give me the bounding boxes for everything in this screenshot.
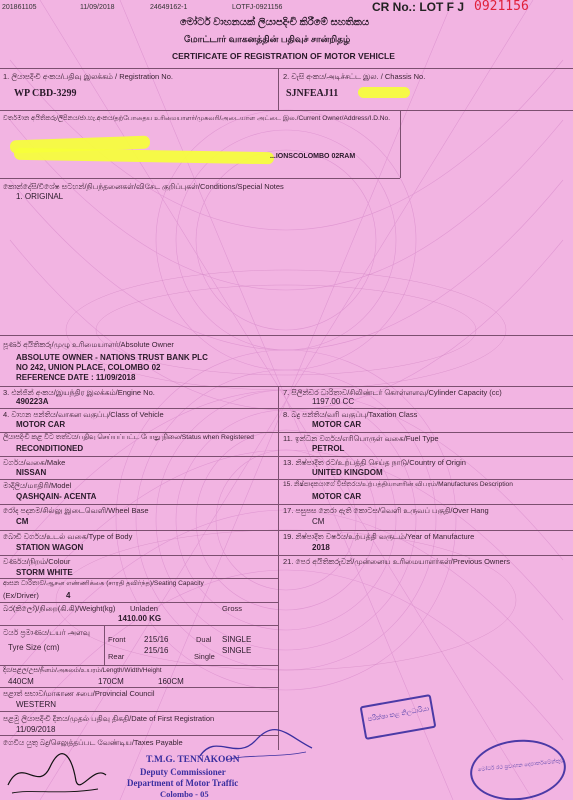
tyre-label: Tyre Size (cm) xyxy=(8,643,60,652)
width-value: 170CM xyxy=(98,677,124,686)
department-seal-text: මෝටර් රථ ප්‍රවාහන දෙපාර්තමේන්තුව xyxy=(477,758,565,774)
height-value: 160CM xyxy=(158,677,184,686)
unladen-label: Unladen xyxy=(130,604,158,613)
rule xyxy=(104,625,105,665)
conditions-value: 1. ORIGINAL xyxy=(16,192,64,201)
tyre-label-top: ටයර් ප්‍රමාණය/டயர் அளவு xyxy=(3,628,90,637)
rule xyxy=(0,625,278,626)
rule xyxy=(278,555,279,750)
origin-label: 13. නිෂ්පාදිත රට/உற்பத்தி செய்த நாடு/Country of Origin xyxy=(283,458,466,467)
cr-number: 0921156 xyxy=(474,0,529,14)
cr-number-label: CR No.: LOT F J xyxy=(372,0,464,14)
class-label: 4. වාහන පන්තිය/வாகன வகுப்பு/Class of Vehicle xyxy=(3,410,164,419)
registration-label: 1. ලියාපදිංචි අංකය/பதிவு இலக்கம் / Registration No. xyxy=(3,72,173,81)
rear-tyre-value: 215/16 xyxy=(144,646,169,655)
taxation-value: MOTOR CAR xyxy=(312,420,362,429)
province-label: පළාත් සභාව/மாகாண சபை/Provincial Council xyxy=(3,689,155,698)
length-value: 440CM xyxy=(8,677,34,686)
rule xyxy=(0,578,278,579)
rule xyxy=(0,386,573,387)
header-ref-number: 24649162-1 xyxy=(150,4,188,11)
rule xyxy=(0,665,278,666)
current-owner-label: වර්තමාන අයිතිකරු/ලිපිනය/ජා.හැ.අංකය/தற்போதைய உரிமையாளர்/முகவரி/அடையாள அட்டை இல./Current Owner/Address/I.D.No. xyxy=(3,115,391,122)
registration-value: WP CBD-3299 xyxy=(14,88,77,99)
front-tyre-value: 215/16 xyxy=(144,635,169,644)
absolute-owner-label: පූර්ණ අයිතිකරු/முழு உரிமையாளர்/Absolute Owner xyxy=(3,340,174,349)
chassis-label: 2. චැසි අංකය/அடிச்சட்ட இல. / Chassis No. xyxy=(283,72,426,81)
rule xyxy=(400,110,401,178)
taxation-label: 8. බදු පන්තිය/வரி வகுப்பு/Taxation Class xyxy=(283,410,418,419)
rule xyxy=(0,178,400,179)
absolute-owner-line3: REFERENCE DATE : 11/09/2018 xyxy=(16,373,136,382)
dual-value: SINGLE xyxy=(222,635,252,644)
rule xyxy=(0,711,278,712)
model-label: මාදිලිය/மாதிரி/Model xyxy=(3,481,72,490)
absolute-owner-line2: NO 242, UNION PLACE, COLOMBO 02 xyxy=(16,363,161,372)
weight-label: බර(කිලෝ)/நிறை(கி.கி)/Weight(kg) xyxy=(3,604,116,613)
wheelbase-label: රෝද පදනම/சில்லு இடைவெளி/Wheel Base xyxy=(3,506,149,515)
rule xyxy=(0,504,573,505)
overhang-label: 17. පසුපස නෙරා ඇති කොටස/வெளி உருவப் பகுதி/Over Hang xyxy=(283,506,489,515)
first-registration-value: 11/09/2018 xyxy=(16,725,56,734)
seating-label: ආසන ධාරිතාව/ஆசன எண்ணிக்கை (சாரதி தவிர்ந்த)/Seating Capacity xyxy=(3,580,204,587)
taxes-label: ගෙවිය යුතු බදු/செலுத்தப்பட வேண்டிய/Taxes Payable xyxy=(3,738,183,747)
header-date: 11/09/2018 xyxy=(80,4,115,11)
signatory-location: Colombo - 05 xyxy=(160,789,209,799)
chassis-redaction xyxy=(358,87,410,98)
make-value: NISSAN xyxy=(16,468,47,477)
signatory-name: T.M.G. TENNAKOON xyxy=(146,755,240,765)
gross-label: Gross xyxy=(222,604,243,613)
signatory-department: Department of Motor Traffic xyxy=(127,778,239,788)
rule xyxy=(0,687,278,688)
rule xyxy=(0,68,573,69)
rule xyxy=(0,555,573,556)
colour-label: වර්ණය/நிறம்/Colour xyxy=(3,557,71,566)
make-label: වර්ගය/வகை/Make xyxy=(3,458,66,467)
rule xyxy=(0,335,573,336)
rule xyxy=(0,110,573,111)
current-owner-value-tail: ...IONSCOLOMBO 02RAM xyxy=(270,153,356,160)
seating-value: 4 xyxy=(66,591,71,600)
header-lot-ref: LOTFJ-0921156 xyxy=(232,4,283,11)
model-value: QASHQAIN- ACENTA xyxy=(16,492,97,501)
header-serial-left xyxy=(2,4,37,11)
body-value: STATION WAGON xyxy=(16,543,84,552)
colour-value: STORM WHITE xyxy=(16,568,73,577)
first-registration-label: පළමු ලියාපදිංචි දිනය/முதல் பதிவு திகதி/Date of First Registration xyxy=(3,714,215,723)
rule xyxy=(0,432,573,433)
engine-value: 490223A xyxy=(16,397,49,406)
overhang-value: CM xyxy=(312,517,325,526)
title-sinhala: මෝටර් වාහනයක් ලියාපදිංචි කිරීමේ සහතිකය xyxy=(180,17,370,28)
body-label: බොඩි වර්ගය/உடல் வகை/Type of Body xyxy=(3,532,133,541)
title-tamil: மோட்டார் வாகனத்தின் பதிவுச் சான்றிதழ் xyxy=(184,34,351,44)
absolute-owner-line1: ABSOLUTE OWNER - NATIONS TRUST BANK PLC xyxy=(16,353,208,362)
cylinder-value: 1197.00 CC xyxy=(312,397,355,406)
wheelbase-value: CM xyxy=(16,517,29,526)
unladen-value: 1410.00 KG xyxy=(118,614,162,623)
manufactures-description-label: 15. නිෂ්පාදකයාගේ විස්තරය/உற்பத்தியாளரின் விபரம்/Manufactures Description xyxy=(283,481,513,488)
year-label: 19. නිෂ්පාදිත වර්ෂය/உற்பத்தி வருடம்/Year of Manufacture xyxy=(283,532,475,541)
manufactures-description-value: MOTOR CAR xyxy=(312,492,362,501)
chassis-value: SJNFEAJ11 xyxy=(286,88,339,99)
engine-label: 3. එන්ජින් අංකය/இயந்திர இலக்கம்/Engine No. xyxy=(3,388,155,397)
rule xyxy=(0,530,573,531)
dimensions-label: දිග/පළල/උස/நீளம்/அகலம்/உயரம்/Length/Width/Height xyxy=(3,667,162,674)
class-value: MOTOR CAR xyxy=(16,420,66,429)
dual-label: Dual xyxy=(196,635,212,644)
status-label: ලියාපදිංචි කළ විට තත්වය/பதிவு செய்யப்பட்ட போது நிலை/Status when Registered xyxy=(3,434,254,441)
cylinder-label: 7. සිලින්ඩර ධාරිතාව/சிலிண்டர் கொள்ளளவு/Cylinder Capacity (cc) xyxy=(283,388,502,397)
rule xyxy=(0,408,573,409)
front-label: Front xyxy=(108,635,126,644)
seating-sub: (Ex/Driver) xyxy=(3,591,39,600)
single-value: SINGLE xyxy=(222,646,252,655)
single-label: Single xyxy=(194,652,215,661)
previous-owners-label: 21. පෙර අයිතිකරුවන්/முன்னைய உரிமையாளர்கள்/Previous Owners xyxy=(283,557,510,566)
fuel-value: PETROL xyxy=(312,444,345,453)
signatory-title: Deputy Commissioner xyxy=(140,767,226,777)
rear-label: Rear xyxy=(108,652,125,661)
inspection-stamp-text: පරීක්ෂා කළ නිලධාරියා xyxy=(367,705,430,724)
title-english: CERTIFICATE OF REGISTRATION OF MOTOR VEHICLE xyxy=(172,51,395,61)
origin-value: UNITED KINGDOM xyxy=(312,468,383,477)
rule xyxy=(0,602,278,603)
status-value: RECONDITIONED xyxy=(16,444,84,453)
year-value: 2018 xyxy=(312,543,330,552)
rule xyxy=(0,479,573,480)
province-value: WESTERN xyxy=(16,700,56,709)
rule xyxy=(0,456,573,457)
header-serial-number: 201861105 xyxy=(2,4,37,11)
handwritten-signature xyxy=(2,745,112,800)
conditions-label: කොන්දේසි/විශේෂ සටහන්/நிபந்தனைகள்/விசேட குறிப்புகள்/Conditions/Special Notes xyxy=(3,182,284,191)
rule xyxy=(278,68,279,110)
fuel-label: 11. ඉන්ධන වර්ගය/எரிபொருள் வகை/Fuel Type xyxy=(283,434,439,443)
